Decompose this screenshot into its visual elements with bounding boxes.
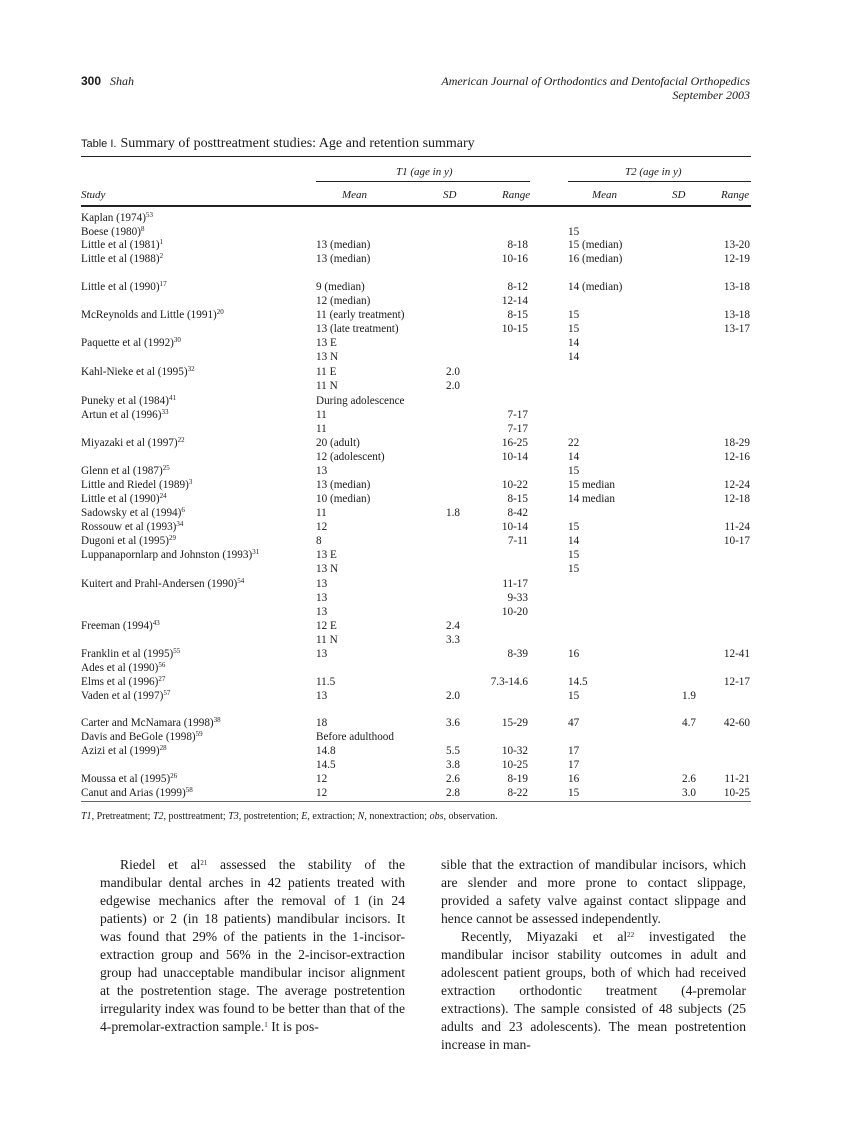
cell-study: Freeman $(1994)^{43}$: [81, 619, 160, 632]
cell-range1: 10-14: [501, 451, 528, 463]
cell-study: Little et al $(1981)^1$: [81, 238, 164, 251]
cell-study: Glenn et al $(1987)^{25}$: [81, 464, 170, 477]
cell-sd2: 3.0: [682, 787, 696, 799]
cell-study: McReynolds and Little $(1991)^{20}$: [81, 308, 224, 321]
table-row: [0, 394, 844, 408]
cell-mean1: 12 (median): [316, 295, 371, 307]
cell-mean1: 11: [316, 423, 327, 435]
table-row: [0, 280, 844, 294]
cell-range2: 12-17: [723, 676, 750, 688]
cell-mean1: 18: [316, 717, 328, 729]
cell-mean2: 15: [568, 787, 580, 799]
header-bottom-rule: [81, 205, 751, 207]
cell-mean1: 13: [316, 606, 328, 618]
cell-mean1: 9 (median): [316, 281, 365, 293]
cell-sd1: 2.4: [446, 620, 460, 632]
footnote-definition: , extraction;: [307, 811, 358, 822]
cell-mean1: 13: [316, 648, 328, 660]
cell-range2: 13-17: [723, 323, 750, 335]
reference-superscript: 54: [237, 577, 245, 585]
reference-superscript: 1: [159, 238, 164, 246]
table-row: [0, 436, 844, 450]
table-row: [0, 534, 844, 548]
reference-superscript: 43: [152, 619, 160, 627]
cell-mean1: During adolescence: [316, 395, 405, 407]
cell-mean1: 13 E: [316, 337, 337, 349]
cell-study: Vaden et al $(1997)^{57}$: [81, 689, 171, 702]
table-row: [0, 647, 844, 661]
table-row: [0, 758, 844, 772]
cell-study: Franklin et al $(1995)^{55}$: [81, 647, 181, 660]
cell-range1: 10-14: [501, 521, 528, 533]
table-row: [0, 562, 844, 576]
cell-mean2: 16: [568, 648, 580, 660]
table-row: [0, 308, 844, 322]
cell-range1: 10-22: [501, 479, 528, 491]
cell-range1: 8-22: [507, 787, 528, 799]
cell-range2: 10-17: [723, 535, 750, 547]
cell-study: Boese $(1980)^8$: [81, 225, 145, 238]
cell-mean2: 15: [568, 309, 580, 321]
t2-group-rule: [568, 181, 751, 182]
journal-name: American Journal of Orthodontics and Dentofacial Orthopedics: [441, 74, 750, 88]
cell-mean1: 10 (median): [316, 493, 371, 505]
table-row: [0, 772, 844, 786]
issue-date: September 2003: [672, 88, 750, 102]
cell-range1: 7-17: [507, 409, 528, 421]
cell-mean1: 12: [316, 787, 328, 799]
cell-range1: 7-11: [507, 535, 528, 547]
cell-mean2: 14 median: [568, 493, 615, 505]
footnote-term: T3: [228, 811, 239, 822]
paragraph-continuation: sible that the extraction of mandibular incisors, which are slender and more prone to contact slippage, provided a safety valve against contact slippage and hence cannot be assessed independently.: [441, 857, 746, 926]
cell-mean2: 15: [568, 323, 580, 335]
table-row: [0, 591, 844, 605]
cell-study: Artun et al $(1996)^{33}$: [81, 408, 169, 421]
cell-range1: 8-15: [507, 493, 528, 505]
paragraph-miyazaki: Recently, Miyazaki et $al^{22}$ investigated the mandibular incisor stability outcomes in adult and adolescent patient groups, both of which had received extraction orthodontic treatment (4-premolar extractions). The sample consisted of 48 subjects (25 adults and 23 adolescents). The mean postretention increase in man-: [441, 929, 746, 1052]
cell-range2: 13-18: [723, 309, 750, 321]
cell-study: Davis and BeGole $(1998)^{59}$: [81, 730, 203, 743]
reference-superscript: 8: [140, 225, 145, 233]
body-column-left: [100, 856, 405, 1036]
reference-superscript: 55: [173, 647, 181, 655]
table-row: [0, 478, 844, 492]
col-header-range-t1: Range: [502, 189, 531, 201]
col-header-study: Study: [81, 189, 106, 201]
reference-superscript: 24: [159, 492, 167, 500]
table-row: [0, 408, 844, 422]
cell-mean1: 12 E: [316, 620, 337, 632]
t2-group-header: T2 (age in y): [625, 166, 682, 178]
table-row: [0, 322, 844, 336]
cell-sd1: 5.5: [446, 745, 460, 757]
cell-range1: 12-14: [501, 295, 528, 307]
cell-range1: 8-19: [507, 773, 528, 785]
cell-study: Miyazaki et al $(1997)^{22}$: [81, 436, 185, 449]
cell-mean1: 11 (early treatment): [316, 309, 405, 321]
cell-study: Kuitert and Prahl-Andersen $(1990)^{54}$: [81, 577, 245, 590]
table-row: [0, 225, 844, 239]
cell-study: Paquette et al $(1992)^{30}$: [81, 336, 181, 349]
running-head-author: Shah: [110, 74, 135, 88]
footnote-definition: , postretention;: [238, 811, 302, 822]
cell-mean2: 15: [568, 521, 580, 533]
cell-range2: 12-41: [723, 648, 750, 660]
table-row: [0, 520, 844, 534]
col-header-range-t2: Range: [721, 189, 750, 201]
cell-mean1: 13 E: [316, 549, 337, 561]
table-row: [0, 675, 844, 689]
footnote-definition: , Pretreatment;: [91, 811, 153, 822]
page-number: 300: [81, 74, 102, 88]
cell-sd1: 3.3: [446, 634, 460, 646]
cell-mean1: 12 (adolescent): [316, 451, 385, 463]
reference-superscript: 26: [170, 772, 178, 780]
reference-superscript: 57: [163, 689, 171, 697]
reference-superscript: 3: [188, 478, 193, 486]
cell-range1: 7.3-14.6: [490, 676, 528, 688]
running-head-left: [81, 74, 134, 89]
cell-range1: 10-15: [501, 323, 528, 335]
reference-superscript: 32: [187, 365, 195, 373]
table-row: [0, 350, 844, 364]
cell-study: Luppanapornlarp and Johnston $(1993)^{31}$: [81, 548, 260, 561]
cell-study: Elms et al $(1996)^{27}$: [81, 675, 166, 688]
col-header-mean-t2: Mean: [592, 189, 618, 201]
cell-sd2: 1.9: [682, 690, 696, 702]
cell-range1: 16-25: [501, 437, 528, 449]
cell-range2: 12-16: [723, 451, 750, 463]
cell-mean1: 11 E: [316, 366, 337, 378]
cell-mean2: 17: [568, 745, 580, 757]
reference-superscript: 20: [216, 308, 224, 316]
table-row: [0, 689, 844, 703]
table-row: [0, 786, 844, 800]
cell-study: Kaplan $(1974)^{53}$: [81, 211, 153, 224]
reference-superscript: 2: [159, 252, 164, 260]
reference-superscript: 33: [161, 408, 169, 416]
cell-range1: 8-12: [507, 281, 528, 293]
cell-mean1: 11 N: [316, 380, 338, 392]
cell-mean1: 11: [316, 409, 327, 421]
cell-mean1: 12: [316, 521, 328, 533]
cell-mean1: 11.5: [316, 676, 336, 688]
cell-study: Little et al $(1988)^2$: [81, 252, 164, 265]
cell-range2: 11-24: [724, 521, 750, 533]
table-caption: [81, 136, 475, 152]
table-row: [0, 422, 844, 436]
footnote-term: E: [301, 811, 308, 822]
cell-study: Moussa et al $(1995)^{26}$: [81, 772, 178, 785]
footnote-definition: , observation.: [443, 811, 498, 822]
reference-superscript: 29: [168, 534, 176, 542]
cell-range1: 11-17: [502, 578, 528, 590]
body-column-right: [441, 856, 746, 1054]
reference-superscript: 30: [173, 336, 181, 344]
cell-range1: 10-25: [501, 759, 528, 771]
reference-superscript: 38: [213, 716, 221, 724]
reference-superscript: 53: [145, 211, 153, 219]
cell-range2: 42-60: [723, 717, 750, 729]
cell-range1: 8-39: [507, 648, 528, 660]
reference-superscript: 56: [158, 661, 166, 669]
cell-range2: 10-25: [723, 787, 750, 799]
cell-study: Little and Riedel $(1989)^3$: [81, 478, 193, 491]
reference-superscript: 17: [159, 280, 167, 288]
cell-mean1: 12: [316, 773, 328, 785]
table-row: [0, 577, 844, 591]
cell-mean2: 15: [568, 690, 580, 702]
cell-sd1: 3.8: [446, 759, 460, 771]
cell-sd1: 2.0: [446, 366, 460, 378]
footnote-definition: , nonextraction;: [364, 811, 430, 822]
cell-mean1: 13: [316, 592, 328, 604]
cell-mean2: 15: [568, 549, 580, 561]
cell-study: Rossouw et al $(1993)^{34}$: [81, 520, 184, 533]
cell-range2: 12-24: [723, 479, 750, 491]
cell-sd1: 1.8: [446, 507, 460, 519]
table-row: [0, 238, 844, 252]
footnote-term: T2: [152, 811, 164, 822]
cell-range1: 7-17: [507, 423, 528, 435]
cell-mean1: Before adulthood: [316, 731, 394, 743]
cell-mean1: 13: [316, 465, 328, 477]
table-row: [0, 605, 844, 619]
table-row: [0, 211, 844, 225]
footnote-term: T1: [81, 811, 92, 822]
cell-range2: 12-18: [723, 493, 750, 505]
cell-mean2: 14: [568, 337, 580, 349]
col-header-sd-t1: SD: [443, 189, 457, 201]
table-label: Table I.: [81, 138, 117, 150]
cell-range2: 18-29: [723, 437, 750, 449]
cell-mean2: 14 (median): [568, 281, 623, 293]
cell-mean1: 14.8: [316, 745, 336, 757]
table-row: [0, 492, 844, 506]
cell-range1: 15-29: [501, 717, 528, 729]
cell-range2: 13-18: [723, 281, 750, 293]
cell-mean2: 15 (median): [568, 239, 623, 251]
cell-mean2: 15: [568, 226, 580, 238]
cell-range2: 12-19: [723, 253, 750, 265]
cell-mean1: 13 N: [316, 563, 339, 575]
table-row: [0, 336, 844, 350]
cell-mean2: 14: [568, 535, 580, 547]
cell-mean2: 47: [568, 717, 580, 729]
cell-sd1: 2.0: [446, 690, 460, 702]
running-head-right: [441, 74, 750, 102]
reference-superscript: 22: [177, 436, 185, 444]
reference-superscript: 58: [185, 786, 193, 794]
table-row: [0, 252, 844, 266]
table-row: [0, 730, 844, 744]
cell-sd1: 2.8: [446, 787, 460, 799]
paragraph-riedel: Riedel et $al^{21}$ assessed the stability of the mandibular dental arches in 42 patients treated with edgewise mechanics after the removal of 1 (in 24 patients) or 2 (in 18 patients) mandibular incisors. It was found that 29% of the patients in the 1-incisor-extraction group and 56% in the 2-incisor-extraction group had unacceptable mandibular incisor alignment at the postretention stage. The average postretention irregularity index was found to be better than that of the 4-premolar-extraction sample.$^1$ It is pos-: [100, 857, 405, 1034]
reference-superscript: 25: [162, 464, 170, 472]
cell-mean1: 13 (median): [316, 479, 371, 491]
table-row: [0, 506, 844, 520]
reference-superscript: 34: [176, 520, 184, 528]
cell-range1: 8-42: [507, 507, 528, 519]
cell-mean2: 14: [568, 451, 580, 463]
cell-range1: 10-20: [501, 606, 528, 618]
cell-study: Kahl-Nieke et al $(1995)^{32}$: [81, 365, 195, 378]
cell-sd2: 2.6: [682, 773, 696, 785]
table-row: [0, 365, 844, 379]
cell-sd1: 3.6: [446, 717, 460, 729]
reference-superscript: 59: [195, 730, 203, 738]
table-row: [0, 716, 844, 730]
table-bottom-rule: [81, 801, 751, 802]
reference-superscript: 28: [159, 744, 167, 752]
cell-study: Carter and McNamara $(1998)^{38}$: [81, 716, 221, 729]
table-footnote: [81, 811, 498, 822]
t1-group-header: T1 (age in y): [396, 166, 453, 178]
table-row: [0, 294, 844, 308]
cell-mean1: 20 (adult): [316, 437, 360, 449]
cell-study: Puneky et al $(1984)^{41}$: [81, 394, 176, 407]
table-title: Summary of posttreatment studies: Age and retention summary: [120, 136, 475, 151]
cell-study: Little et al $(1990)^{24}$: [81, 492, 167, 505]
footnote-term: N: [357, 811, 365, 822]
cell-mean1: 13 (late treatment): [316, 323, 399, 335]
cell-mean1: 11: [316, 507, 327, 519]
cell-sd1: 2.6: [446, 773, 460, 785]
cell-mean1: 8: [316, 535, 322, 547]
cell-mean2: 16 (median): [568, 253, 623, 265]
cell-mean2: 15: [568, 563, 580, 575]
table-row: [0, 619, 844, 633]
cell-mean2: 15: [568, 465, 580, 477]
table-row: [0, 633, 844, 647]
table-row: [0, 464, 844, 478]
cell-mean2: 14.5: [568, 676, 588, 688]
reference-superscript: 27: [158, 675, 166, 683]
cell-mean2: 16: [568, 773, 580, 785]
col-header-mean-t1: Mean: [342, 189, 368, 201]
table-row: [0, 379, 844, 393]
cell-study: Ades et al $(1990)^{56}$: [81, 661, 166, 674]
table-top-rule: [81, 156, 751, 157]
table-row: [0, 744, 844, 758]
cell-mean2: 15 median: [568, 479, 615, 491]
cell-mean2: 22: [568, 437, 580, 449]
cell-range1: 10-32: [501, 745, 528, 757]
cell-study: Azizi et al $(1999)^{28}$: [81, 744, 167, 757]
cell-study: Canut and Arias $(1999)^{58}$: [81, 786, 193, 799]
t1-group-rule: [316, 181, 530, 182]
cell-range1: 8-15: [507, 309, 528, 321]
cell-range2: 11-21: [724, 773, 750, 785]
cell-mean2: 17: [568, 759, 580, 771]
cell-range2: 13-20: [723, 239, 750, 251]
cell-range1: 9-33: [507, 592, 528, 604]
col-header-sd-t2: SD: [672, 189, 686, 201]
cell-study: Sadowsky et al $(1994)^6$: [81, 506, 185, 519]
cell-mean1: 11 N: [316, 634, 338, 646]
cell-mean1: 13: [316, 578, 328, 590]
footnote-definition: , posttreatment;: [163, 811, 229, 822]
table-row: [0, 661, 844, 675]
footnote-term: obs: [429, 811, 444, 822]
reference-superscript: 31: [252, 548, 260, 556]
reference-superscript: 41: [168, 394, 176, 402]
cell-sd2: 4.7: [682, 717, 696, 729]
table-row: [0, 450, 844, 464]
table-row: [0, 548, 844, 562]
cell-sd1: 2.0: [446, 380, 460, 392]
cell-study: Little et al $(1990)^{17}$: [81, 280, 167, 293]
cell-mean2: 14: [568, 351, 580, 363]
cell-range1: 10-16: [501, 253, 528, 265]
cell-mean1: 13: [316, 690, 328, 702]
cell-study: Dugoni et al $(1995)^{29}$: [81, 534, 176, 547]
cell-mean1: 13 (median): [316, 253, 371, 265]
cell-range1: 8-18: [507, 239, 528, 251]
cell-mean1: 13 (median): [316, 239, 371, 251]
reference-superscript: 6: [181, 506, 185, 514]
cell-mean1: 14.5: [316, 759, 336, 771]
cell-mean1: 13 N: [316, 351, 339, 363]
